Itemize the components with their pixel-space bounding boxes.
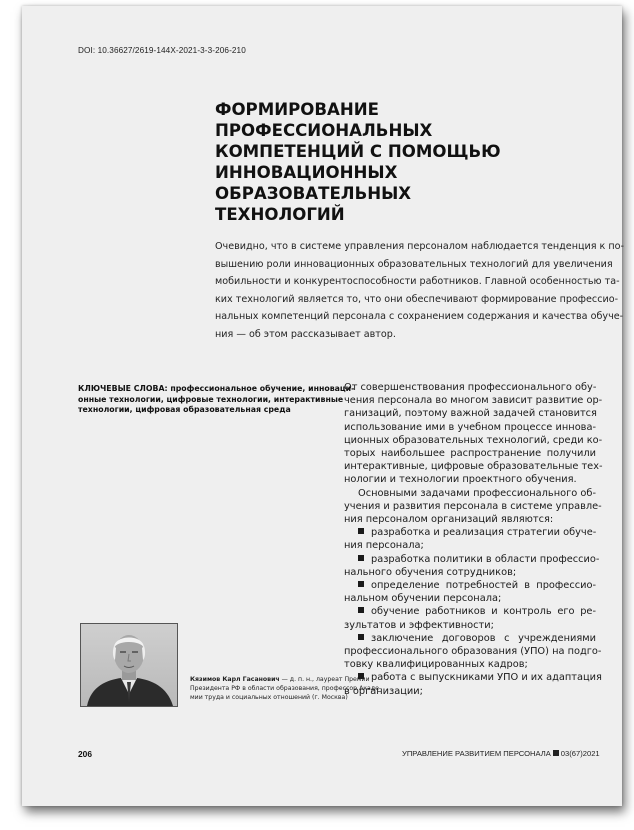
body-text [344,381,603,698]
keywords-line: онные технологии, цифровые технологии, интерактивные [78,394,344,404]
author-line: Президента РФ в области образования, профессор Акаде- [190,684,382,692]
body-line: использование ими в учебном процессе иннова- [344,421,596,433]
keywords-line: КЛЮЧЕВЫЕ СЛОВА: профессиональное обучение, инноваци- [78,384,355,393]
author-name: Кязимов Карл Гасанович [190,676,280,683]
body-line: ния персоналом организаций являются: [344,514,554,526]
author-photo [80,623,178,707]
author-degree: — д. п. н., лауреат Премии [279,676,370,683]
doi-label: DOI: 10.36627/2619-144X-2021-3-3-206-210 [78,46,246,55]
bullet-item [344,579,596,592]
body-line: Основными задачами профессионального об- [358,487,596,499]
body-line: От совершенствования профессионального обу- [344,382,597,393]
title-line: ТЕХНОЛОГИЙ [215,205,345,224]
page-number: 206 [78,749,92,759]
bullet-item [344,553,600,566]
bullet-item [344,526,596,539]
body-line: товку квалифицированных кадров; [344,659,528,671]
bullet-text: работа с выпускниками УПО и их адаптация [371,672,602,684]
keywords-line: технологии, цифровая образовательная среда [78,405,291,415]
author-info [190,676,382,702]
body-line: зультатов и эффективности; [344,619,494,631]
bullet-item [344,671,602,684]
abstract-line: Очевидно, что в системе управления персоналом наблюдается тенденция к по- [215,241,624,252]
journal-footer [402,749,600,758]
bullet-text: разработка политики в области профессио- [371,553,600,565]
abstract-line: нальных компетенций персонала с сохранением содержания и качества обуче- [215,311,624,322]
bullet-item [344,605,596,618]
body-line: торых наибольшее распространение получили [344,448,596,460]
body-line: в организации; [344,685,423,697]
journal-name: УПРАВЛЕНИЕ РАЗВИТИЕМ ПЕРСОНАЛА [402,749,551,758]
bullet-square-icon [358,607,364,613]
abstract-line: ких технологий является то, что они обеспечивают формирование профессио- [215,293,619,305]
abstract-line: мобильности и конкурентоспособности работников. Главной особенностью та- [215,276,620,287]
bullet-text: заключение договоров с учреждениями [371,632,596,644]
body-line: профессионального образования (УПО) на подго- [344,646,602,658]
body-line: ганизаций, поэтому важной задачей становится [344,408,597,420]
keywords [78,384,355,416]
author-line: мии труда и социальных отношений (г. Москва) [190,693,348,701]
bullet-square-icon [358,634,364,640]
bullet-text: обучение работников и контроль его ре- [371,606,596,618]
article-title [215,99,575,225]
journal-page [22,6,622,806]
body-line: интерактивные, цифровые образовательные тех- [344,461,603,473]
bullet-square-icon [358,528,364,534]
body-line: ционных образовательных технологий, среди ко- [344,434,603,446]
body-line: ния персонала; [344,540,424,552]
bullet-text: разработка и реализация стратегии обуче- [371,527,597,539]
title-line: КОМПЕТЕНЦИЙ С ПОМОЩЬЮ [215,142,501,161]
body-line: нального обучения сотрудников; [344,566,517,578]
body-line: чения персонала во многом зависит развитие ор- [344,395,603,407]
bullet-text: определение потребностей в профессио- [371,580,596,592]
title-line: ФОРМИРОВАНИЕ ПРОФЕССИОНАЛЬНЫХ [215,100,433,140]
abstract [215,238,624,343]
author-line [190,676,370,685]
author-portrait-icon [81,624,177,706]
body-line: учения и развития персонала в системе управле- [344,500,602,512]
bullet-square-icon [358,555,364,561]
bullet-square-icon [358,581,364,587]
title-line: ИННОВАЦИОННЫХ ОБРАЗОВАТЕЛЬНЫХ [215,163,412,203]
abstract-line: вышению роли инновационных образовательных технологий для увеличения [215,258,613,270]
abstract-line: ния — об этом рассказывает автор. [215,328,396,340]
issue-number: 03(67)2021 [560,749,600,758]
bullet-item [344,632,596,645]
body-line: нальном обучении персонала; [344,593,502,605]
separator-square-icon [553,750,559,756]
body-line: нологии и технологии проектного обучения. [344,474,577,486]
